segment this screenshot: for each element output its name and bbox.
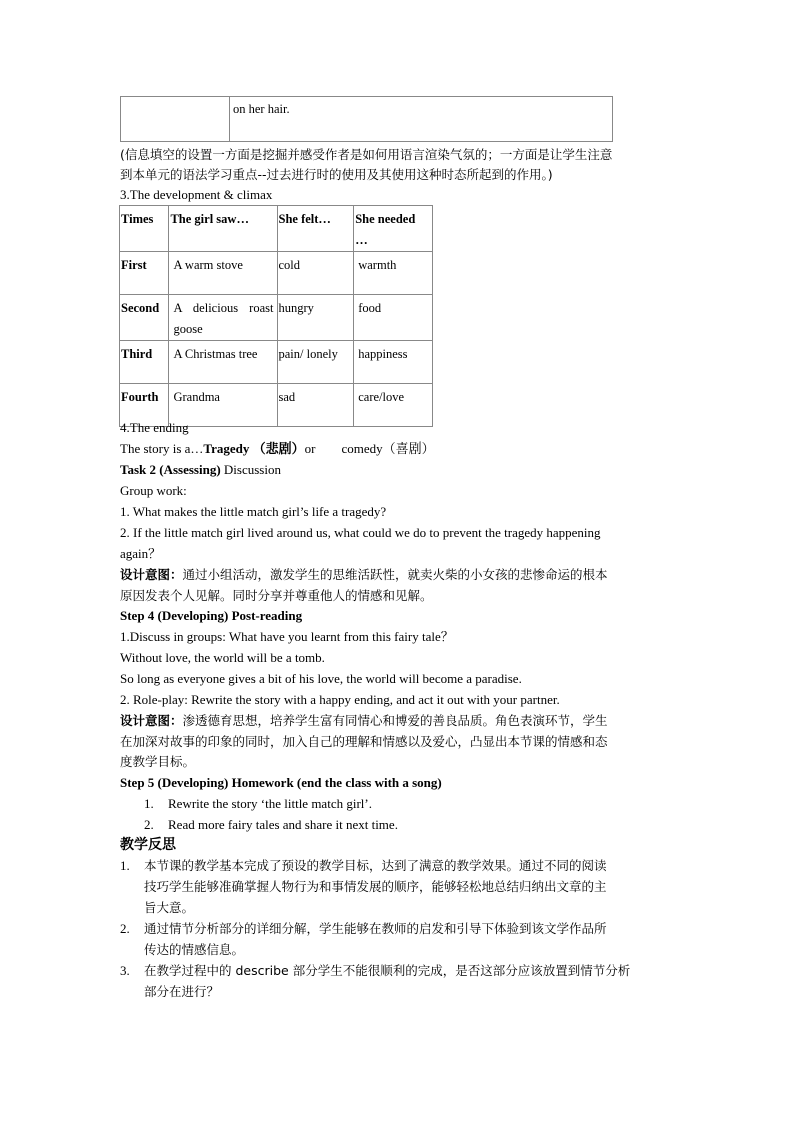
header-she-needed: She needed … — [354, 206, 433, 252]
cell-felt: hungry — [277, 295, 354, 341]
section-3-title: 3.The development & climax — [120, 187, 273, 202]
table-row — [120, 295, 433, 341]
homework-item-1: Rewrite the story ‘the little match girl’. — [168, 796, 372, 811]
ending-tragedy: Tragedy （悲剧） — [203, 441, 305, 456]
reflection-title: 教学反思 — [120, 837, 176, 853]
question-2-line-1: 2. If the little match girl lived around us, what could we do to prevent the tragedy happening — [120, 525, 601, 540]
design-intent-1-line-1 — [120, 565, 608, 585]
table-header-row — [120, 206, 433, 252]
cell-felt: pain/ lonely — [277, 341, 354, 384]
reflection-3-line-1: 在教学过程中的 describe 部分学生不能很顺利的完成，是否这部分应该放置到情节分析 — [144, 963, 631, 978]
design-intent-2-line-2: 在加深对故事的印象的同时，加入自己的理解和情感以及爱心，凸显出本节课的情感和态 — [120, 734, 608, 749]
row-label: Fourth — [120, 384, 169, 427]
reflection-num-1: 1. — [120, 858, 130, 873]
design-intent-1-text: 通过小组活动，激发学生的思维活跃性，就卖火柴的小女孩的悲惨命运的根本 — [182, 567, 608, 582]
table-row — [120, 341, 433, 384]
ending-prefix: The story is a… — [120, 441, 204, 456]
cell-needed: food — [354, 295, 433, 341]
row-label: First — [120, 252, 169, 295]
cell-felt: sad — [277, 384, 354, 427]
section-4-title: 4.The ending — [120, 420, 189, 435]
design-intent-2-line-1 — [120, 711, 608, 731]
ending-or: or — [304, 441, 316, 456]
header-girl-saw: The girl saw… — [169, 206, 277, 252]
design-intent-label: 设计意图： — [120, 713, 183, 728]
task-2-title: Task 2 (Assessing) — [120, 462, 221, 477]
development-table — [119, 205, 433, 427]
design-intent-label: 设计意图： — [120, 567, 183, 582]
reflection-num-2: 2. — [120, 921, 130, 936]
reflection-1-line-2: 技巧学生能够准确掌握人物行为和事情发展的顺序，能够轻松地总结归纳出文章的主 — [144, 879, 607, 894]
design-intent-1-line-2: 原因发表个人见解。同时分享并尊重他人的情感和见解。 — [120, 588, 433, 603]
question-2-line-2: again？ — [120, 546, 162, 561]
homework-num-1: 1. — [144, 796, 154, 811]
reflection-2-line-1: 通过情节分析部分的详细分解，学生能够在教师的启发和引导下体验到该文学作品所 — [144, 921, 607, 936]
task-2-rest: Discussion — [220, 462, 281, 477]
cell-saw: A delicious roast goose — [169, 295, 277, 341]
homework-num-2: 2. — [144, 817, 154, 832]
reflection-2-line-2: 传达的情感信息。 — [144, 942, 245, 957]
group-work: Group work: — [120, 483, 187, 498]
homework-item-2: Read more fairy tales and share it next time. — [168, 817, 398, 832]
cell-saw: A warm stove — [169, 252, 277, 295]
question-1: 1. What makes the little match girl’s life a tragedy? — [120, 504, 387, 519]
cell-needed: warmth — [354, 252, 433, 295]
row-label: Second — [120, 295, 169, 341]
note-line-2: 到本单元的语法学习重点--过去进行时的使用及其使用这种时态所起到的作用。) — [120, 167, 553, 182]
top-table-fragment — [120, 96, 613, 142]
reflection-1-line-1: 本节课的教学基本完成了预设的教学目标，达到了满意的教学效果。通过不同的阅读 — [144, 858, 607, 873]
cell-saw: Grandma — [169, 384, 277, 427]
cell-felt: cold — [277, 252, 354, 295]
step-4-item-2: 2. Role-play: Rewrite the story with a happy ending, and act it out with your partner. — [120, 692, 560, 707]
step-4-line-3: So long as everyone gives a bit of his love, the world will become a paradise. — [120, 671, 522, 686]
header-times: Times — [120, 206, 169, 252]
header-she-felt: She felt… — [277, 206, 354, 252]
step-4-line-2: Without love, the world will be a tomb. — [120, 650, 325, 665]
reflection-1-line-3: 旨大意。 — [144, 900, 195, 915]
design-intent-2-text: 渗透德育思想，培养学生富有同情心和博爱的善良品质。角色表演环节，学生 — [182, 713, 608, 728]
table-row — [120, 252, 433, 295]
cell-saw: A Christmas tree — [169, 341, 277, 384]
step-4-item-1: 1.Discuss in groups: What have you learnt from this fairy tale？ — [120, 629, 454, 644]
note-line-1: (信息填空的设置一方面是挖掘并感受作者是如何用语言渲染气氛的；一方面是让学生注意 — [120, 147, 613, 162]
step-4-title: Step 4 (Developing) Post-reading — [120, 608, 303, 623]
reflection-num-3: 3. — [120, 963, 130, 978]
ending-line — [120, 439, 435, 459]
reflection-3-line-2: 部分在进行？ — [144, 984, 220, 999]
step-5-title: Step 5 (Developing) Homework (end the class with a song) — [120, 775, 442, 790]
ending-comedy: comedy（喜剧） — [341, 441, 435, 456]
row-label: Third — [120, 341, 169, 384]
cell-needed: happiness — [354, 341, 433, 384]
design-intent-2-line-3: 度教学目标。 — [120, 754, 196, 769]
top-table-cell-1 — [121, 97, 230, 142]
task-2-heading — [120, 460, 281, 480]
cell-needed: care/love — [354, 384, 433, 427]
top-table-cell-2: on her hair. — [230, 97, 613, 142]
